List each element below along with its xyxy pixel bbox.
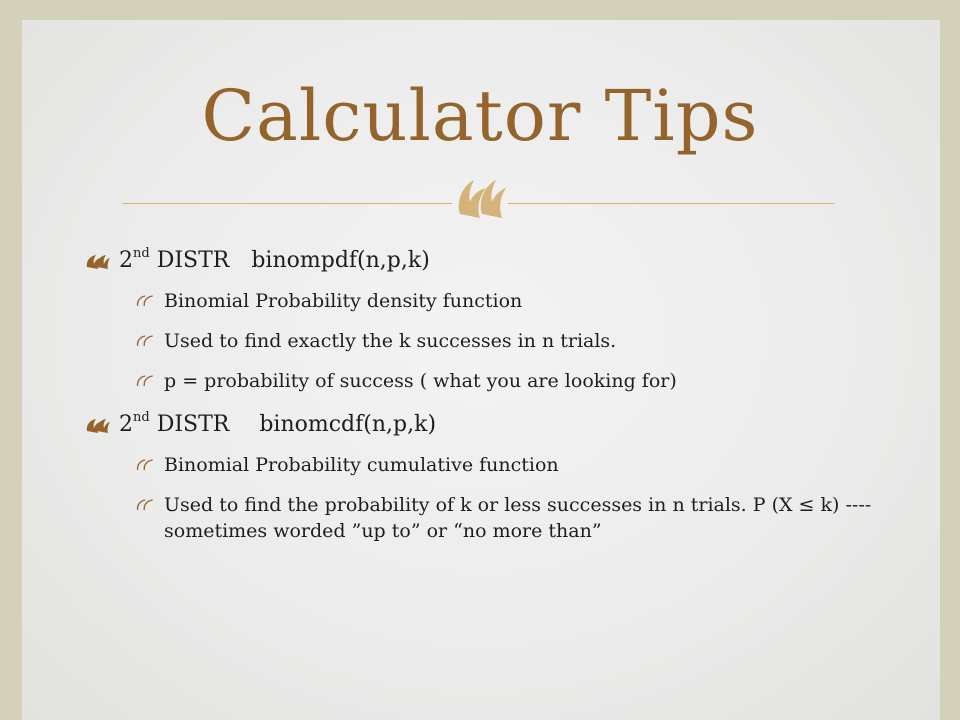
list-item (86, 492, 886, 544)
bullet-prefix: 2 (119, 412, 133, 437)
list-item (86, 328, 886, 354)
small-ornamental-bullet-icon (136, 458, 156, 472)
sub-bullet-text: Used to find exactly the k successes in n trials. (164, 330, 617, 352)
bullet-distr: DISTR (149, 248, 230, 273)
sub-bullet-text: Binomial Probability cumulative function (164, 454, 559, 476)
bullet-sup: nd (133, 409, 150, 425)
bullet-function: binompdf(n,p,k) (251, 248, 430, 273)
ornamental-bullet-icon (86, 418, 110, 434)
list-item (86, 288, 886, 314)
bullet-prefix: 2 (119, 248, 133, 273)
title-divider-left (122, 203, 452, 204)
list-item (86, 408, 886, 442)
list-item (86, 244, 886, 278)
sub-bullet-text: Used to find the probability of k or less successes in n trials. P (X ≤ k) ---- sometimes worded ”up to” or “no more than” (164, 494, 872, 542)
bullet-distr: DISTR (149, 412, 230, 437)
double-swash-ornament-icon (454, 174, 508, 224)
bullet-sup: nd (133, 245, 150, 261)
ornamental-bullet-icon (86, 254, 110, 270)
small-ornamental-bullet-icon (136, 334, 156, 348)
title-divider-right (508, 203, 834, 204)
small-ornamental-bullet-icon (136, 374, 156, 388)
bullet-function: binomcdf(n,p,k) (259, 412, 437, 437)
small-ornamental-bullet-icon (136, 294, 156, 308)
bullet-list (86, 244, 886, 558)
sub-bullet-text: p = probability of success ( what you are looking for) (164, 370, 677, 392)
sub-bullet-text: Binomial Probability density function (164, 290, 523, 312)
slide-title: Calculator Tips (201, 75, 759, 157)
list-item (86, 368, 886, 394)
small-ornamental-bullet-icon (136, 498, 156, 512)
list-item (86, 452, 886, 478)
